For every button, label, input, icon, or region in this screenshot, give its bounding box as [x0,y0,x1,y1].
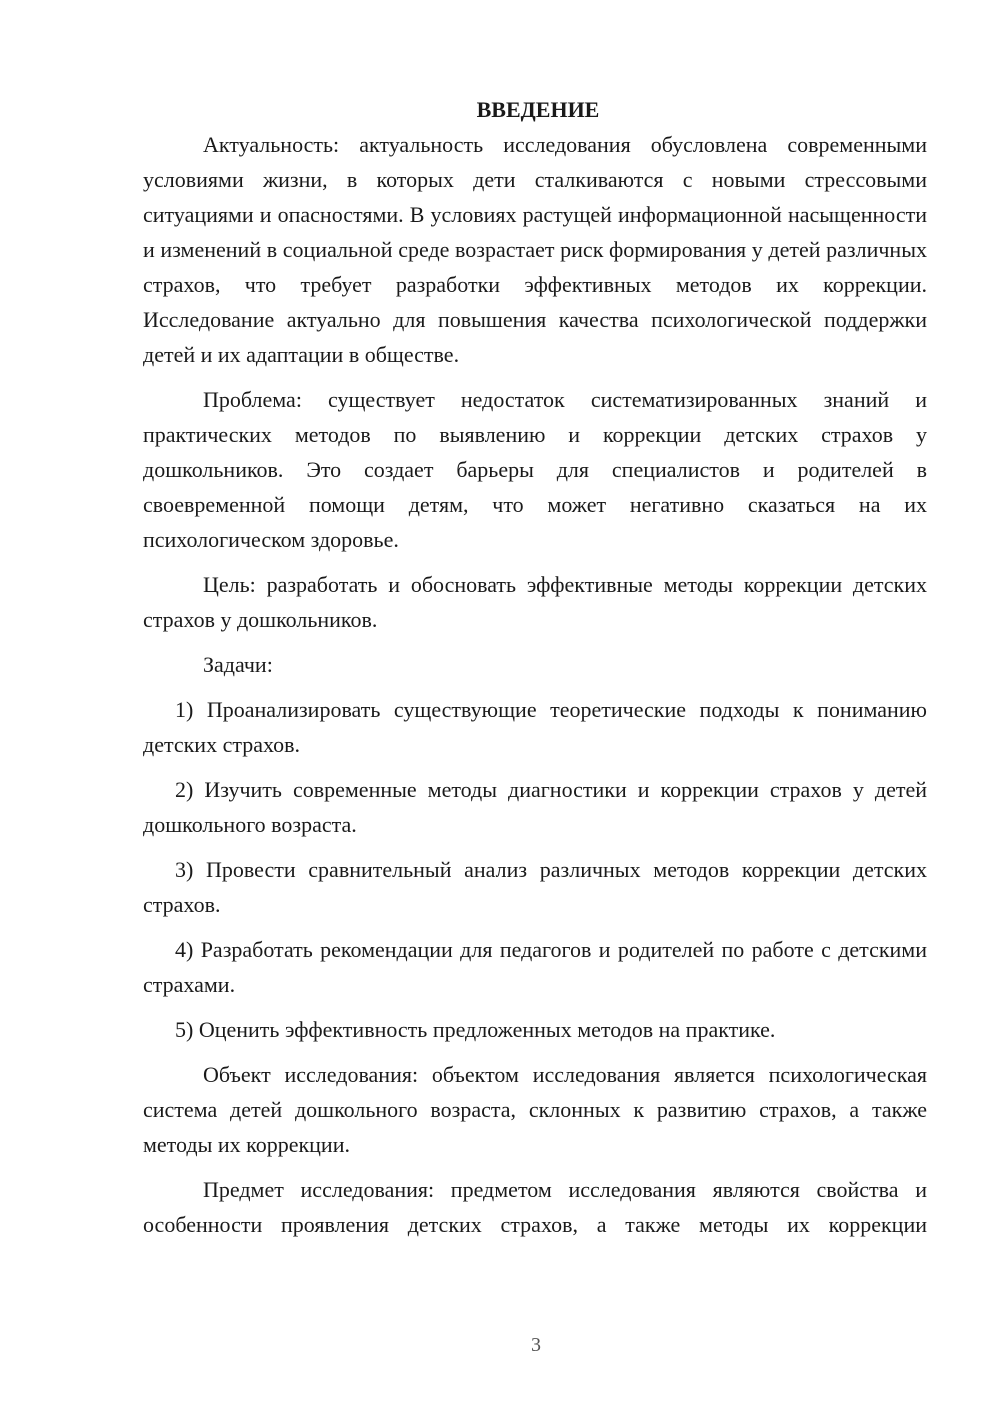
subject-paragraph: Предмет исследования: предметом исследования являются свойства и особенности проявления детских страхов, а также методы их коррекции [143,1177,927,1237]
task-item-3: 3) Провести сравнительный анализ различных методов коррекции детских страхов. [143,857,927,917]
problem-paragraph: Проблема: существует недостаток систематизированных знаний и практических методов по выявлению и коррекции детских страхов у дошкольников. Это создает барьеры для специалистов и родителей в своевременной помощи детям, что может негативно сказаться на их психологическом здоровье. [143,387,927,552]
relevance-paragraph: Актуальность: актуальность исследования обусловлена современными условиями жизни, в которых дети сталкиваются с новыми стрессовыми ситуациями и опасностями. В условиях растущей информационной насыщенности и изменений в социальной среде возрастает риск формирования у детей различных страхов, что требует разработки эффективных методов их коррекции. Исследование актуально для повышения качества психологической поддержки детей и их адаптации в обществе. [143,132,927,367]
document-page [143,92,927,1242]
goal-paragraph: Цель: разработать и обосновать эффективные методы коррекции детских страхов у дошкольников. [143,572,927,632]
tasks-heading: Задачи: [203,652,273,677]
task-item-4: 4) Разработать рекомендации для педагогов и родителей по работе с детскими страхами. [143,937,927,997]
object-paragraph: Объект исследования: объектом исследования является психологическая система детей дошкольного возраста, склонных к развитию страхов, а также методы их коррекции. [143,1062,927,1157]
section-heading: ВВЕДЕНИЕ [476,97,600,122]
task-item-2: 2) Изучить современные методы диагностики и коррекции страхов у детей дошкольного возраста. [143,777,927,837]
task-item-5: 5) Оценить эффективность предложенных методов на практике. [175,1017,776,1042]
task-item-1: 1) Проанализировать существующие теоретические подходы к пониманию детских страхов. [143,697,927,757]
page-number: 3 [531,1334,541,1356]
